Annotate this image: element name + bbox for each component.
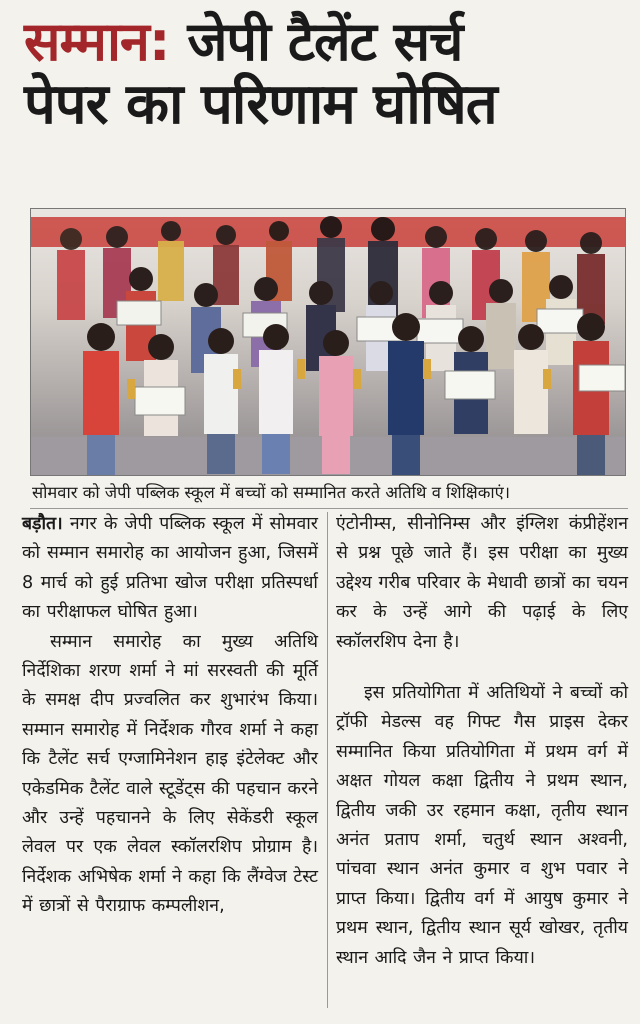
- group-photo-icon: [31, 209, 626, 476]
- article-column-right: [336, 510, 628, 973]
- article-column-left: [22, 510, 318, 922]
- column-divider: [327, 512, 328, 1008]
- dateline: बड़ौत।: [22, 514, 63, 534]
- headline-kicker: सम्मान:: [24, 10, 170, 73]
- article-paragraph-4: इस प्रतियोगिता में अतिथियों ने बच्चों को ट्रॉफी मेडल्स वह गिफ्ट गैस प्राइस देकर सम्मानित किया प्रतियोगिता में प्रथम वर्ग में अक्षत गोयल कक्षा द्वितीय ने प्रथम स्थान, द्वितीय जकी उर रहमान कक्षा, तृतीय स्थान अनंत प्रताप शर्मा, चतुर्थ स्थान अश्वनी, पांचवा स्थान अनंत कुमार व शुभ पवार ने प्राप्त किया। द्वितीय वर्ग में आयुष कुमार ने प्रथम स्थान, द्वितीय स्थान सूर्य खोखर, तृतीय स्थान आदि जैन ने प्राप्त किया।: [336, 683, 628, 968]
- article-paragraph-1: [22, 510, 318, 628]
- news-photo: [30, 208, 626, 476]
- article-paragraph-2: सम्मान समारोह का मुख्य अतिथि निर्देशिका शरण शर्मा ने मां सरस्वती की मूर्ति के समक्ष दीप प्रज्वलित कर शुभारंभ किया। सम्मान समारोह में निर्देशक गौरव शर्मा ने कहा कि टैलेंट सर्च एग्जामिनेशन हाइ इंटेलेक्ट और एकेडमिक टैलेंट वाले स्टूडेंट्स की पहचान करने और उन्हें पहचानने के लिए सेकेंडरी स्कूल लेवल पर एक लेवल स्कॉलरशिप प्रोग्राम है। निर्देशक अभिषेक शर्मा ने कहा कि लैंग्वेज टेस्ट में छात्रों से पैराग्राफ कम्पलीशन,: [22, 631, 318, 917]
- photo-caption: सोमवार को जेपी पब्लिक स्कूल में बच्चों को सम्मानित करते अतिथि व शिक्षिकाएं।: [30, 478, 628, 509]
- article-paragraph-1-text: नगर के जेपी पब्लिक स्कूल में सोमवार को सम्मान समारोह का आयोजन हुआ, जिसमें 8 मार्च को हुई प्रतिभा खोज परीक्षा प्रतिस्पर्धा का परीक्षाफल घोषित हुआ।: [22, 514, 319, 623]
- article-paragraph-3: एंटोनीम्स, सीनोनिम्स और इंग्लिश कंप्रीहेंशन से प्रश्न पूछे जाते हैं। इस परीक्षा का मुख्य उद्देश्य गरीब परिवार के मेधावी छात्रों का चयन कर के उन्हें आगे की पढ़ाई के लिए स्कॉलरशिप देना है।: [336, 514, 628, 652]
- headline-line-1: [24, 12, 624, 72]
- headline-line-2: पेपर का परिणाम घोषित: [24, 72, 497, 138]
- headline-line-1-text: जेपी टैलेंट सर्च: [187, 10, 463, 73]
- headline: [24, 12, 624, 137]
